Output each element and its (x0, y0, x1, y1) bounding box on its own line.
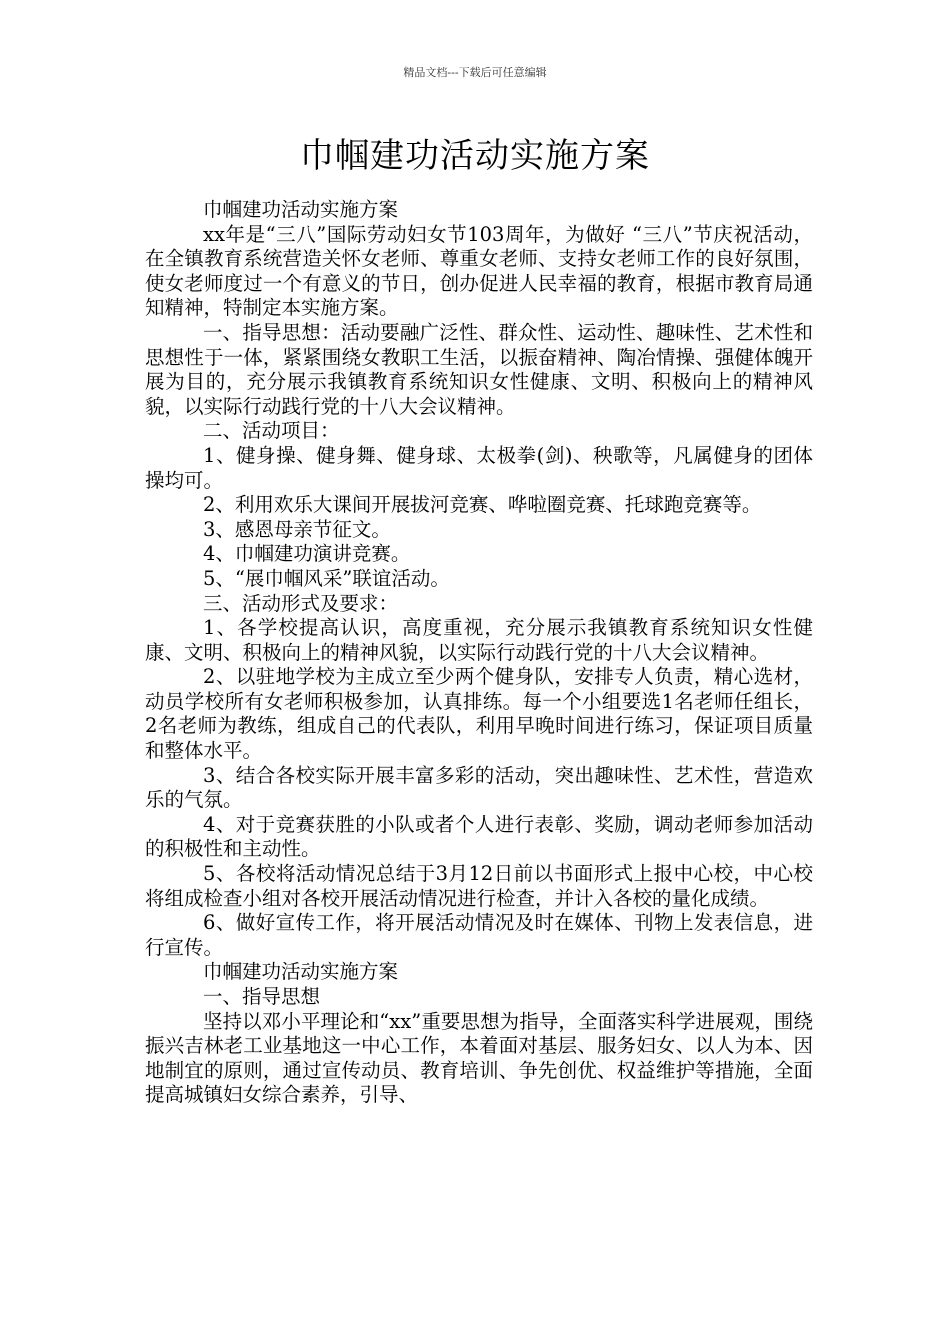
paragraph: 坚持以邓小平理论和“xx”重要思想为指导，全面落实科学进展观，围绕振兴吉林老工业基地这一中心工作，本着面对基层、服务妇女、以人为本、因地制宜的原则，通过宣传动员、教育培训、争先创优、权益维护等措施，全面提高城镇妇女综合素养，引导、 (145, 1009, 813, 1107)
list-item: 3、感恩母亲节征文。 (203, 517, 391, 541)
section-heading: 三、活动形式及要求： (203, 591, 399, 615)
paragraph: 巾帼建功活动实施方案 (203, 960, 399, 984)
header-note: 精品文档---下载后可任意编辑 (403, 66, 547, 79)
list-item: 5、“展巾帼风采”联谊活动。 (203, 566, 450, 590)
list-item: 1、各学校提高认识，高度重视，充分展示我镇教育系统知识女性健康、文明、积极向上的精神风貌，以实际行动践行党的十八大会议精神。 (145, 616, 813, 664)
document-body (145, 198, 813, 1108)
list-item: 4、对于竞赛获胜的小队或者个人进行表彰、奖励，调动老师参加活动的积极性和主动性。 (145, 812, 813, 861)
section-heading: 二、活动项目： (203, 419, 340, 443)
list-item: 1、健身操、健身舞、健身球、太极拳(剑)、秧歌等，凡属健身的团体操均可。 (145, 443, 813, 492)
section-heading: 一、指导思想 (203, 985, 321, 1008)
list-item: 2、利用欢乐大课间开展拔河竞赛、哗啦圈竞赛、托球跑竞赛等。 (203, 493, 762, 517)
paragraph: 巾帼建功活动实施方案 (203, 198, 399, 221)
document-title: 巾帼建功活动实施方案 (300, 136, 650, 176)
list-item: 4、巾帼建功演讲竞赛。 (203, 542, 411, 566)
paragraph: xx年是“三八”国际劳动妇女节103周年，为做好 “三八”节庆祝活动，在全镇教育系统营造关怀女老师、尊重女老师、支持女老师工作的良好氛围，使女老师度过一个有意义的节日，创办促进人民幸福的教育，根据市教育局通知精神，特制定本实施方案。 (145, 222, 813, 320)
list-item: 3、结合各校实际开展丰富多彩的活动，突出趣味性、艺术性，营造欢乐的气氛。 (145, 763, 813, 812)
list-item: 5、各校将活动情况总结于3月12日前以书面形式上报中心校，中心校将组成检查小组对各校开展活动情况进行检查，并计入各校的量化成绩。 (145, 862, 813, 910)
list-item: 2、以驻地学校为主成立至少两个健身队，安排专人负责，精心选材，动员学校所有女老师积极参加，认真排练。每一个小组要选1名老师任组长，2名老师为教练，组成自己的代表队，利用早晚时间进行练习，保证项目质量和整体水平。 (145, 665, 813, 763)
list-item: 6、做好宣传工作，将开展活动情况及时在媒体、刊物上发表信息，进行宣传。 (145, 911, 813, 959)
paragraph: 一、指导思想：活动要融广泛性、群众性、运动性、趣味性、艺术性和思想性于一体，紧紧围绕女教职工生活，以振奋精神、陶冶情操、强健体魄开展为目的，充分展示我镇教育系统知识女性健康、文明、积极向上的精神风貌，以实际行动践行党的十八大会议精神。 (145, 320, 813, 418)
